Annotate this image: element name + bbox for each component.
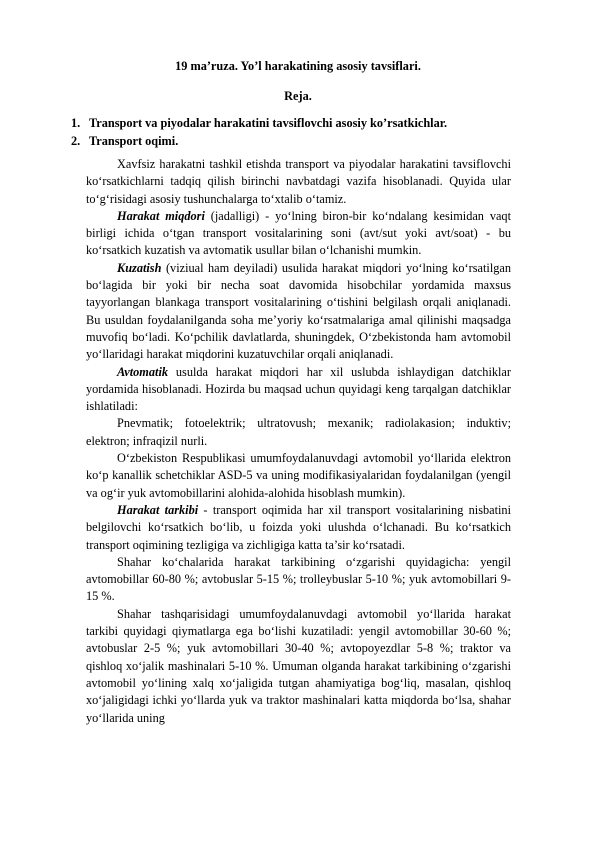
paragraph-term: Harakat tarkibi bbox=[117, 502, 199, 517]
paragraph-term: Harakat miqdori bbox=[117, 208, 205, 223]
paragraph bbox=[86, 450, 511, 502]
paragraph-text: Shahar ko‘chalarida harakat tarkibining o‘zgarishi quyidagicha: yengil avtomobillar 60-80 %; avtobuslar 5-15 %; trolleybuslar 5-10 %; yuk avtomobillari 9-15 %. bbox=[86, 554, 511, 604]
plan-item-number: 2. bbox=[71, 133, 81, 148]
paragraph-text: usulda harakat miqdori har xil uslubda ishlaydigan datchiklar yordamida hisoblanadi. Hozirda bu maqsad uchun quyidagi keng tarqalgan datchiklar ishlatiladi: bbox=[86, 364, 511, 414]
paragraph bbox=[86, 260, 511, 364]
plan-item bbox=[71, 115, 447, 133]
paragraph bbox=[86, 156, 511, 208]
paragraph-text: (viziual ham deyiladi) usulida harakat miqdori yo‘lning ko‘rsatilgan bo‘lagida bir yoki bir necha soat davomida hisobchilar yordamida maxsus tayyorlangan blankaga transport vositalarining o‘tishini belgilash orqali aniqlanadi. Bu usuldan foydalanilganda soha me’yoriy ko‘rsatmalariga amal qilinishi maqsadga muvofiq bo‘ladi. Ko‘pchilik davlatlarda, shuningdek, O‘zbekistonda ham avtomobil yo‘llaridagi harakat miqdorini kuzatuvchilar orqali aniqlanadi. bbox=[86, 260, 511, 362]
paragraph-term: Avtomatik bbox=[117, 364, 169, 379]
document-body bbox=[86, 156, 511, 727]
paragraph bbox=[86, 415, 511, 450]
paragraph bbox=[86, 208, 511, 260]
plan-item bbox=[71, 133, 447, 151]
paragraph bbox=[86, 364, 511, 416]
plan-list bbox=[71, 115, 447, 150]
plan-item-text: Transport va piyodalar harakatini tavsiflovchi asosiy ko’rsatkichlar. bbox=[89, 116, 448, 130]
paragraph-term: Kuzatish bbox=[117, 260, 162, 275]
paragraph-text: (jadalligi) - yo‘lning biron-bir ko‘ndalang kesimidan vaqt birligi ichida o‘tgan transport vositalarining soni (avt/sut yoki avt/soat) - bu ko‘rsatkich kuzatish va avtomatik usullar bilan o‘lchanishi mumkin. bbox=[86, 208, 511, 258]
paragraph-text: O‘zbekiston Respublikasi umumfoydalanuvdagi avtomobil yo‘llarida elektron ko‘p kanallik schetchiklar ASD-5 va uning modifikasiyalaridan foydalanilgan (yengil va og‘ir yuk avtomobillarini alohida-alohida hisoblash mumkin). bbox=[86, 451, 511, 500]
plan-item-number: 1. bbox=[71, 116, 81, 130]
plan-item-text: Transport oqimi. bbox=[89, 133, 179, 148]
paragraph-text: Shahar tashqarisidagi umumfoydalanuvdagi avtomobil yo‘llarida harakat tarkibi quyidagi qiymatlarga ega bo‘lishi kuzatiladi: yengil avtomobillar 30-60 %; avtobuslar 2-5 %; yuk avtomobillari 30-40 %; avtopoyezdlar 5-8 %; traktor va qishloq xo‘jalik mashinalari 5-10 %. Umuman olganda harakat tarkibining o‘zgarishi avtomobil yo‘lining xalq xo‘jaligida tutgan ahamiyatiga bog‘liq, masalan, qishloq xo‘jaligidagi ichki yo‘llarda yuk va traktor mashinalari katta miqdorda bo‘lsa, shahar yo‘llarida uning bbox=[86, 606, 511, 725]
paragraph-text: Pnevmatik; fotoelektrik; ultratovush; mexanik; radiolakasion; induktiv; elektron; infraqizil nurli. bbox=[86, 416, 511, 448]
paragraph bbox=[86, 606, 511, 727]
paragraph-text: - transport oqimida har xil transport vositalarining nisbatini belgilovchi ko‘rsatkich bo‘lib, u foizda yoki ulushda o‘lchanadi. Bu ko‘rsatkich transport oqimining tezligiga va zichligiga katta ta’sir ko‘rsatadi. bbox=[86, 502, 511, 552]
plan-heading: Reja. bbox=[284, 89, 312, 103]
paragraph-text: Xavfsiz harakatni tashkil etishda transport va piyodalar harakatini tavsiflovchi ko‘rsatkichlarni tadqiq qilish birinchi navbatdagi vazifa hisoblanadi. Quyida ular to‘g‘risidagi asosiy tushunchalarga to‘xtalib o‘tamiz. bbox=[86, 157, 511, 206]
paragraph bbox=[86, 554, 511, 606]
paragraph bbox=[86, 502, 511, 554]
lecture-title: 19 ma’ruza. Yo’l harakatining asosiy tavsiflari. bbox=[175, 59, 421, 73]
